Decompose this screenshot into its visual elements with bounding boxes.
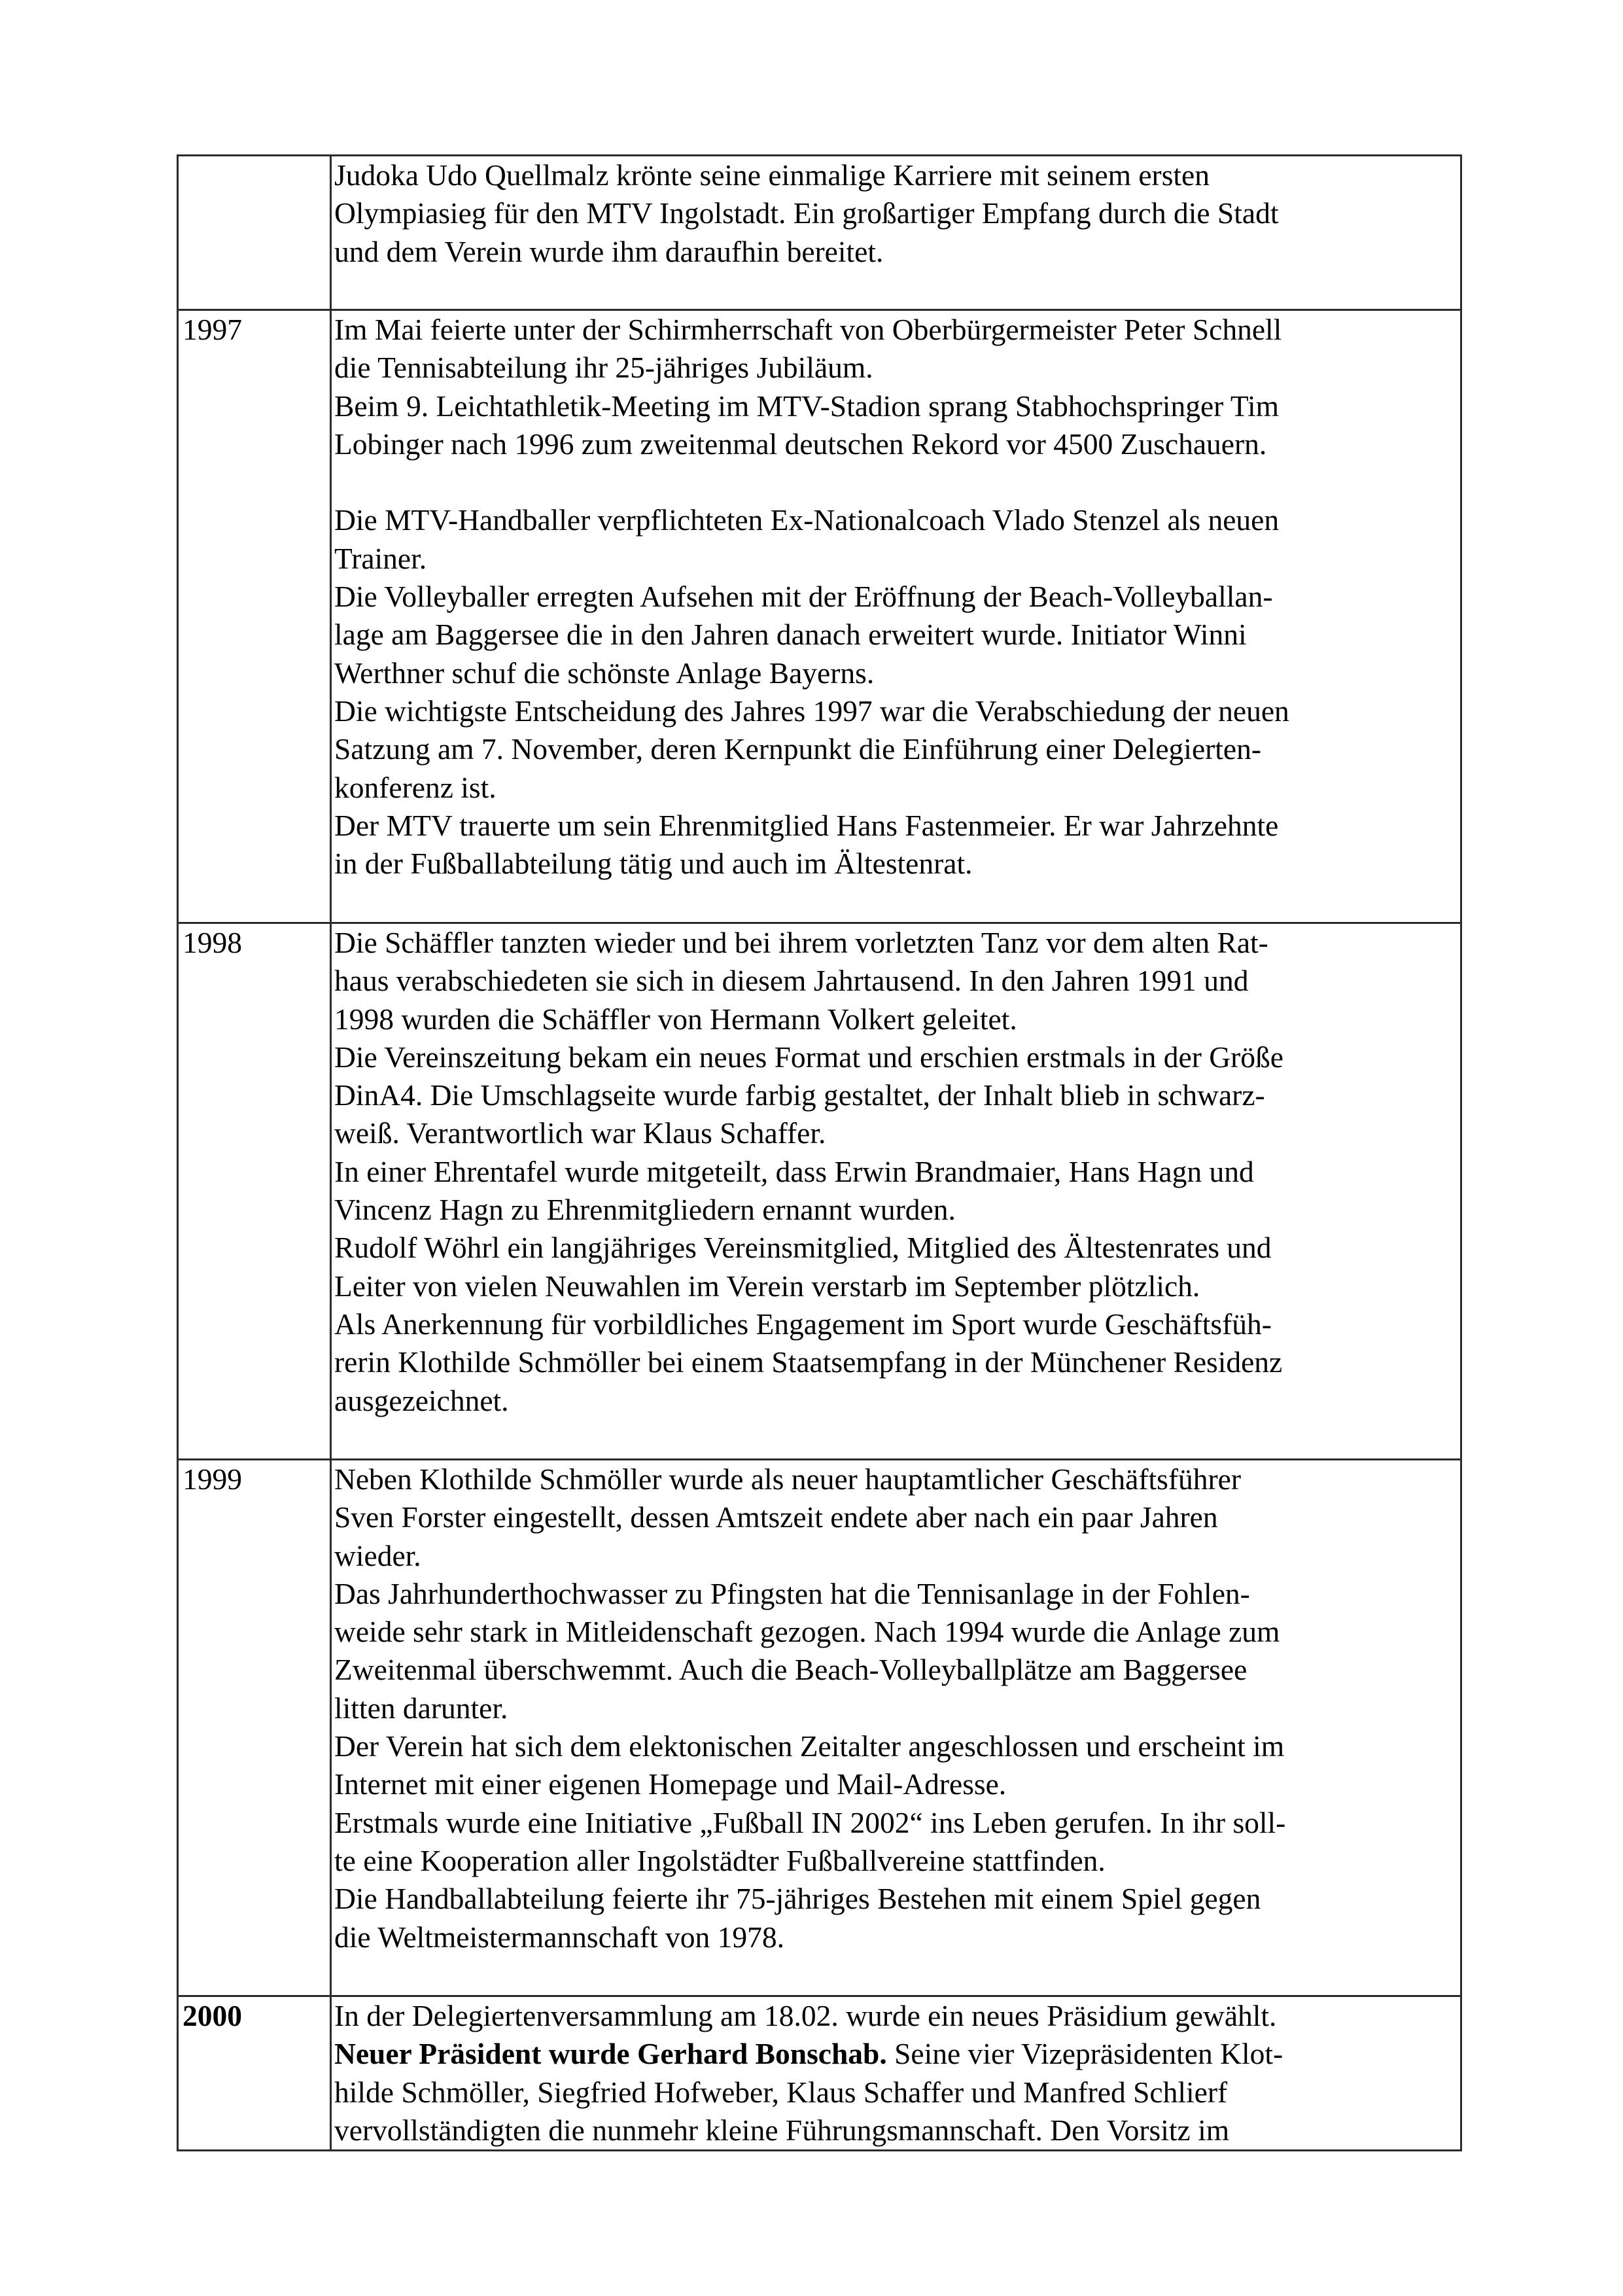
text-line: haus verabschiedeten sie sich in diesem Jahrtausend. In den Jahren 1991 und [334, 964, 1249, 998]
entry-cell [331, 1996, 1461, 2151]
text-line: die Tennisabteilung ihr 25-jähriges Jubiläum. [334, 351, 873, 385]
text-line: Satzung am 7. November, deren Kernpunkt die Einführung einer Delegierten- [334, 732, 1262, 766]
year-cell [178, 310, 331, 923]
text-line: Olympiasieg für den MTV Ingolstadt. Ein großartiger Empfang durch die Stadt [334, 196, 1279, 230]
text-line: Beim 9. Leichtathletik-Meeting im MTV-Stadion sprang Stabhochspringer Tim [334, 389, 1280, 423]
text-line: ausgezeichnet. [334, 1383, 509, 1417]
text-line: und dem Verein wurde ihm daraufhin bereitet. [334, 234, 884, 268]
year-cell [178, 1460, 331, 1996]
text-line: 1998 wurden die Schäffler von Hermann Volkert geleitet. [334, 1002, 1017, 1036]
text-line: Der Verein hat sich dem elektonischen Zeitalter angeschlossen und erscheint im [334, 1729, 1285, 1763]
entry-paragraph [334, 2035, 1456, 2149]
entry-paragraph [334, 311, 1456, 387]
blank-line [334, 463, 1456, 501]
text-line: rerin Klothilde Schmöller bei einem Staatsempfang in der Münchener Residenz [334, 1345, 1283, 1379]
entry-paragraph [334, 1153, 1456, 1229]
year-cell [178, 156, 331, 310]
text-line: Die Volleyballer erregten Aufsehen mit der Eröffnung der Beach-Volleyballan- [334, 580, 1273, 614]
text-line: Die Schäffler tanzten wieder und bei ihrem vorletzten Tanz vor dem alten Rat- [334, 926, 1268, 959]
text-line: die Weltmeistermannschaft von 1978. [334, 1920, 784, 1954]
entry-paragraph [334, 1575, 1456, 1727]
table-row [178, 1460, 1461, 1996]
text-line: vervollständigten die nunmehr kleine Führungsmannschaft. Den Vorsitz im [334, 2113, 1230, 2147]
text-line: Werthner schuf die schönste Anlage Bayerns. [334, 656, 875, 690]
table-row [178, 156, 1461, 310]
text-line: Die Handballabteilung feierte ihr 75-jähriges Bestehen mit einem Spiel gegen [334, 1882, 1261, 1916]
text-line: In einer Ehrentafel wurde mitgeteilt, dass Erwin Brandmaier, Hans Hagn und [334, 1154, 1254, 1188]
entry-paragraph [334, 387, 1456, 464]
entry-paragraph [334, 1460, 1456, 1575]
year-label: 1997 [183, 313, 242, 346]
text-line: litten darunter. [334, 1691, 508, 1725]
text-line: Der MTV trauerte um sein Ehrenmitglied Hans Fastenmeier. Er war Jahrzehnte [334, 808, 1279, 842]
entry-cell [331, 310, 1461, 923]
text-line: Die wichtigste Entscheidung des Jahres 1997 war die Verabschiedung der neuen [334, 694, 1289, 728]
text-line: Leiter von vielen Neuwahlen im Verein verstarb im September plötzlich. [334, 1269, 1200, 1303]
entry-paragraph [334, 501, 1456, 578]
entry-paragraph [334, 1038, 1456, 1153]
entry-paragraph [334, 924, 1456, 1038]
year-cell [178, 1996, 331, 2151]
entry-paragraph [334, 156, 1456, 271]
table-row [178, 310, 1461, 923]
entry-paragraph [334, 807, 1456, 883]
table-row [178, 1996, 1461, 2151]
text-line: Neuer Präsident wurde Gerhard Bonschab. Seine vier Vizepräsidenten Klot- [334, 2037, 1283, 2071]
text-line: DinA4. Die Umschlagseite wurde farbig gestaltet, der Inhalt blieb in schwarz- [334, 1078, 1265, 1112]
entry-paragraph [334, 1229, 1456, 1305]
text-line: in der Fußballabteilung tätig und auch im Ältestenrat. [334, 847, 973, 881]
entry-paragraph [334, 463, 1456, 501]
text-line: wieder. [334, 1538, 421, 1572]
entry-paragraph [334, 578, 1456, 692]
text-line: weide sehr stark in Mitleidenschaft gezogen. Nach 1994 wurde die Anlage zum [334, 1615, 1280, 1649]
text-line: lage am Baggersee die in den Jahren danach erweitert wurde. Initiator Winni [334, 618, 1247, 652]
year-label: 1999 [183, 1462, 242, 1496]
text-line: Internet mit einer eigenen Homepage und Mail-Adresse. [334, 1767, 1007, 1801]
entry-paragraph [334, 1880, 1456, 1956]
text-line: Sven Forster eingestellt, dessen Amtszeit endete aber nach ein paar Jahren [334, 1500, 1218, 1534]
text-line: Rudolf Wöhrl ein langjähriges Vereinsmitglied, Mitglied des Ältestenrates und [334, 1231, 1272, 1265]
text-line: In der Delegiertenversammlung am 18.02. wurde ein neues Präsidium gewählt. [334, 1999, 1277, 2032]
year-cell [178, 923, 331, 1460]
entry-paragraph [334, 1804, 1456, 1881]
text-line: Die Vereinszeitung bekam ein neues Format und erschien erstmals in der Größe [334, 1040, 1283, 1074]
entry-cell [331, 1460, 1461, 1996]
text-line: Lobinger nach 1996 zum zweitenmal deutschen Rekord vor 4500 Zuschauern. [334, 427, 1267, 461]
text-line: konferenz ist. [334, 770, 497, 804]
year-label: 2000 [183, 1999, 242, 2032]
text-line: Trainer. [334, 541, 427, 575]
chronicle-body [178, 156, 1461, 2151]
chronicle-table [177, 154, 1462, 2151]
text-line: Neben Klothilde Schmöller wurde als neuer hauptamtlicher Geschäftsführer [334, 1462, 1241, 1496]
year-label: 1998 [183, 926, 242, 959]
entry-cell [331, 156, 1461, 310]
table-row [178, 923, 1461, 1460]
text-line: Judoka Udo Quellmalz krönte seine einmalige Karriere mit seinem ersten [334, 158, 1210, 192]
text-line: hilde Schmöller, Siegfried Hofweber, Klaus Schaffer und Manfred Schlierf [334, 2075, 1228, 2109]
bold-text: Neuer Präsident wurde Gerhard Bonschab. [334, 2037, 887, 2071]
text-line: Die MTV-Handballer verpflichteten Ex-Nationalcoach Vlado Stenzel als neuen [334, 503, 1280, 537]
text-line: Vincenz Hagn zu Ehrenmitgliedern ernannt wurden. [334, 1193, 956, 1227]
text-line: Zweitenmal überschwemmt. Auch die Beach-Volleyballplätze am Baggersee [334, 1653, 1248, 1687]
entry-cell [331, 923, 1461, 1460]
entry-paragraph [334, 1727, 1456, 1804]
text-line: Im Mai feierte unter der Schirmherrschaft von Oberbürgermeister Peter Schnell [334, 313, 1282, 346]
text-line: te eine Kooperation aller Ingolstädter Fußballvereine stattfinden. [334, 1843, 1106, 1877]
entry-paragraph [334, 692, 1456, 807]
text-line: Erstmals wurde eine Initiative „Fußball IN 2002“ ins Leben gerufen. In ihr soll- [334, 1805, 1286, 1839]
entry-paragraph [334, 1997, 1456, 2035]
text-line: Das Jahrhunderthochwasser zu Pfingsten hat die Tennisanlage in der Fohlen- [334, 1576, 1250, 1610]
text-line: Als Anerkennung für vorbildliches Engagement im Sport wurde Geschäftsfüh- [334, 1307, 1272, 1341]
entry-paragraph [334, 1305, 1456, 1420]
text-line: weiß. Verantwortlich war Klaus Schaffer. [334, 1116, 826, 1150]
